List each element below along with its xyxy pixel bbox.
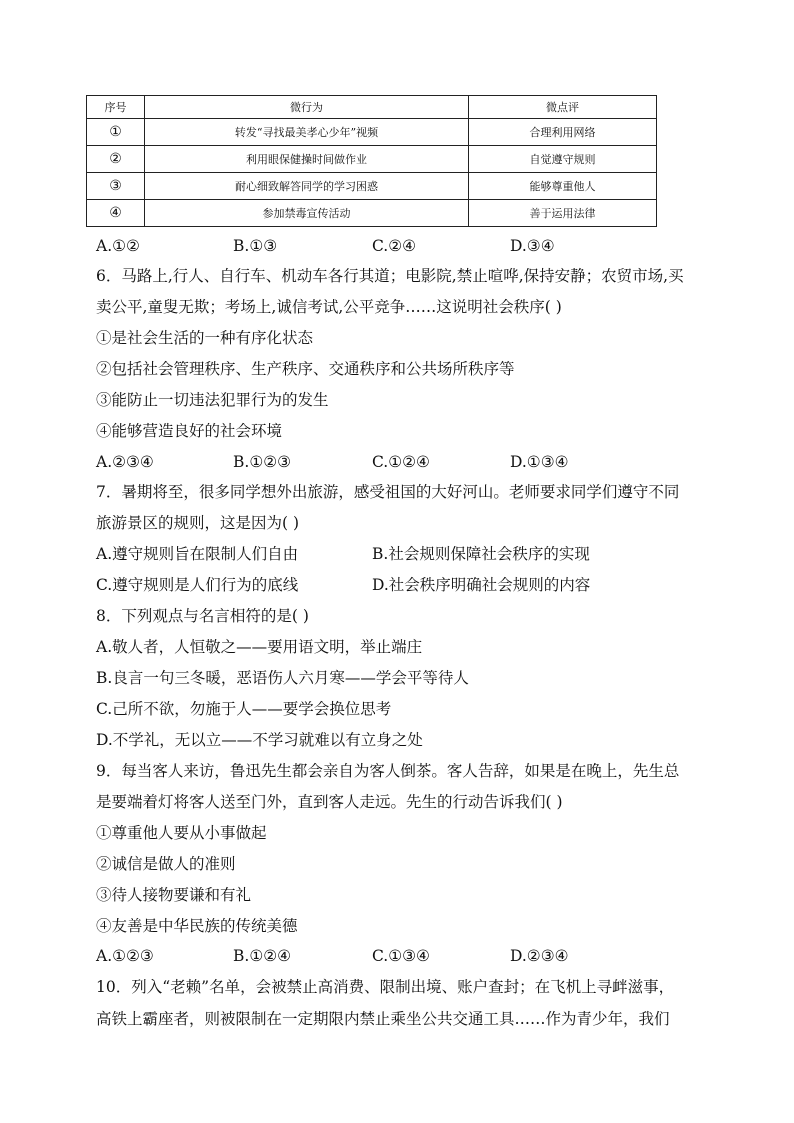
table-cell: ② bbox=[87, 146, 145, 173]
statement-item: ①是社会生活的一种有序化状态 bbox=[96, 329, 314, 347]
answer-option: A.①②③ bbox=[96, 947, 154, 965]
answer-option: C.②④ bbox=[372, 237, 417, 255]
table-cell: 利用眼保健操时间做作业 bbox=[145, 146, 469, 173]
answer-option: B.社会规则保障社会秩序的实现 bbox=[372, 545, 590, 563]
statement-item: ③能防止一切违法犯罪行为的发生 bbox=[96, 391, 329, 409]
answer-option: D.②③④ bbox=[510, 947, 569, 965]
table-cell: ③ bbox=[87, 173, 145, 200]
question-stem-line: 10．列入“老赖”名单，会被禁止高消费、限制出境、账户查封；在飞机上寻衅滋事， bbox=[96, 978, 675, 996]
table-cell: 自觉遵守规则 bbox=[469, 146, 657, 173]
answer-option: A.①② bbox=[96, 237, 140, 255]
question-stem-line: 6．马路上,行人、自行车、机动车各行其道；电影院,禁止喧哗,保持安静；农贸市场,买 bbox=[96, 267, 684, 285]
table-row bbox=[87, 173, 657, 200]
answer-option: C.①③④ bbox=[372, 947, 430, 965]
answer-option: B.①②④ bbox=[233, 947, 292, 965]
answer-option: A.遵守规则旨在限制人们自由 bbox=[96, 545, 299, 563]
table-row bbox=[87, 146, 657, 173]
question-stem-line: 卖公平,童叟无欺；考场上,诚信考试,公平竞争……这说明社会秩序( ) bbox=[96, 298, 562, 316]
answer-option: D.③④ bbox=[510, 237, 555, 255]
question-stem-line: 高铁上霸座者，则被限制在一定期限内禁止乘坐公共交通工具……作为青少年，我们 bbox=[96, 1010, 670, 1028]
table-cell: 参加禁毒宣传活动 bbox=[145, 200, 469, 227]
table-header-row bbox=[87, 96, 657, 119]
statement-item: ④友善是中华民族的传统美德 bbox=[96, 917, 298, 935]
answer-option: B.良言一句三冬暖，恶语伤人六月寒——学会平等待人 bbox=[96, 669, 469, 687]
table-cell: ① bbox=[87, 119, 145, 146]
table-cell: ④ bbox=[87, 200, 145, 227]
table-header-cell: 序号 bbox=[87, 96, 145, 119]
question-stem-line: 8．下列观点与名言相符的是( ) bbox=[96, 607, 309, 625]
table-cell: 耐心细致解答同学的学习困惑 bbox=[145, 173, 469, 200]
question-stem-line: 9．每当客人来访，鲁迅先生都会亲自为客人倒茶。客人告辞，如果是在晚上，先生总 bbox=[96, 762, 680, 780]
micro-behavior-table bbox=[86, 95, 657, 227]
answer-option: D.社会秩序明确社会规则的内容 bbox=[372, 576, 591, 594]
question-stem-line: 7．暑期将至，很多同学想外出旅游，感受祖国的大好河山。老师要求同学们遵守不同 bbox=[96, 483, 680, 501]
answer-option: D.不学礼，无以立——不学习就难以有立身之处 bbox=[96, 731, 423, 749]
statement-item: ③待人接物要谦和有礼 bbox=[96, 886, 252, 904]
question-stem-line: 旅游景区的规则，这是因为( ) bbox=[96, 514, 300, 532]
statement-item: ④能够营造良好的社会环境 bbox=[96, 422, 283, 440]
table-row bbox=[87, 119, 657, 146]
table-cell: 善于运用法律 bbox=[469, 200, 657, 227]
table-cell: 转发“寻找最美孝心少年”视频 bbox=[145, 119, 469, 146]
answer-option: B.①②③ bbox=[233, 453, 292, 471]
table-header-cell: 微点评 bbox=[469, 96, 657, 119]
table-header-cell: 微行为 bbox=[145, 96, 469, 119]
answer-option: B.①③ bbox=[233, 237, 278, 255]
table-cell: 能够尊重他人 bbox=[469, 173, 657, 200]
statement-item: ①尊重他人要从小事做起 bbox=[96, 824, 267, 842]
answer-option: C.己所不欲，勿施于人——要学会换位思考 bbox=[96, 700, 392, 718]
answer-option: C.①②④ bbox=[372, 453, 430, 471]
table-row bbox=[87, 200, 657, 227]
answer-option: A.②③④ bbox=[96, 453, 154, 471]
answer-option: A.敬人者，人恒敬之——要用语文明，举止端庄 bbox=[96, 638, 423, 656]
table-cell: 合理利用网络 bbox=[469, 119, 657, 146]
question-stem-line: 是要端着灯将客人送至门外，直到客人走远。先生的行动告诉我们( ) bbox=[96, 793, 563, 811]
answer-option: C.遵守规则是人们行为的底线 bbox=[96, 576, 299, 594]
statement-item: ②诚信是做人的准则 bbox=[96, 855, 236, 873]
statement-item: ②包括社会管理秩序、生产秩序、交通秩序和公共场所秩序等 bbox=[96, 360, 515, 378]
answer-option: D.①③④ bbox=[510, 453, 569, 471]
